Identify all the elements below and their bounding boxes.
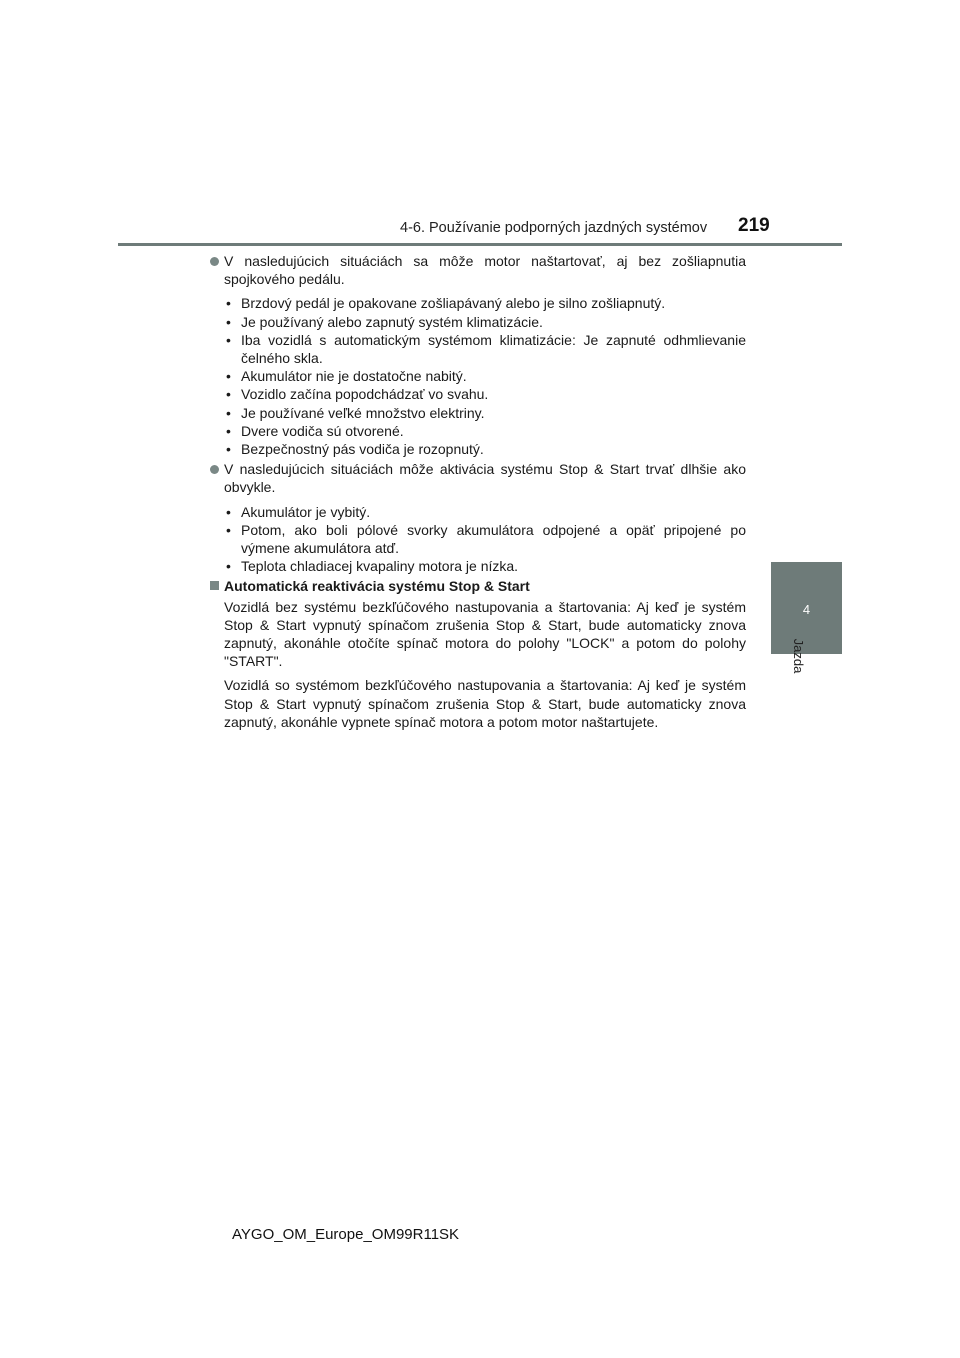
footer-doc-code: AYGO_OM_Europe_OM99R11SK xyxy=(232,1226,460,1243)
list-item: • Je používané veľké množstvo elektriny. xyxy=(226,404,485,421)
chapter-number: 4 xyxy=(802,602,811,617)
circle-bullet-icon xyxy=(210,465,219,474)
body-paragraph: Vozidlá bez systému bezkľúčového nastupovania a štartovania: Aj keď je systém Stop & Start vypnutý spínačom zrušenia Stop & Start, bude automaticky znova zapnutý, akonáhle otočíte spínač motora do polohy "LOCK" a potom do polohy "START". xyxy=(224,598,746,670)
sub-list xyxy=(210,503,746,576)
square-bullet-icon xyxy=(210,581,219,590)
chapter-label: Jazda xyxy=(791,638,806,674)
circle-bullet-icon xyxy=(210,257,219,266)
section-heading xyxy=(210,577,746,595)
list-item: • Vozidlo začína popodchádzať vo svahu. xyxy=(226,386,489,403)
list-item: • Potom, ako boli pólové svorky akumulátora odpojené a opäť pripojené po výmene akumulátora atď. xyxy=(226,521,746,557)
header-rule xyxy=(118,243,842,246)
list-item: • Je používaný alebo zapnutý systém klimatizácie. xyxy=(226,313,543,330)
body-paragraph: Vozidlá so systémom bezkľúčového nastupovania a štartovania: Aj keď je systém Stop & Start vypnutý spínačom zrušenia Stop & Start, bude automaticky znova zapnutý, akonáhle vypnete spínač motora a potom motor naštartujete. xyxy=(224,677,746,730)
list-item: • Akumulátor nie je dostatočne nabitý. xyxy=(226,368,467,385)
page-number: 219 xyxy=(738,215,770,236)
list-item: • Dvere vodiča sú otvorené. xyxy=(226,422,404,439)
bullet-paragraph xyxy=(210,460,746,496)
paragraph-text: V nasledujúcich situáciách sa môže motor naštartovať, aj bez zošliapnutia spojkového pedálu. xyxy=(224,253,746,288)
section-heading-text: Automatická reaktivácia systému Stop & Start xyxy=(224,578,530,595)
chapter-tab xyxy=(771,562,842,654)
list-item: • Akumulátor je vybitý. xyxy=(226,503,371,520)
paragraph-text: V nasledujúcich situáciách môže aktivácia systému Stop & Start trvať dlhšie ako obvykle. xyxy=(224,461,746,496)
list-item: • Bezpečnostný pás vodiča je rozopnutý. xyxy=(226,441,484,458)
list-item: • Brzdový pedál je opakovane zošliapávaný alebo je silno zošliapnutý. xyxy=(226,295,666,312)
header-section-title: 4-6. Používanie podporných jazdných systémov xyxy=(400,220,708,236)
list-item: • Teplota chladiacej kvapaliny motora je nízka. xyxy=(226,558,519,575)
list-item: • Iba vozidlá s automatickým systémom klimatizácie: Je zapnuté odhmlievanie čelného skla. xyxy=(226,331,746,367)
main-content xyxy=(210,252,746,737)
bullet-paragraph xyxy=(210,252,746,288)
sub-list xyxy=(210,294,746,458)
